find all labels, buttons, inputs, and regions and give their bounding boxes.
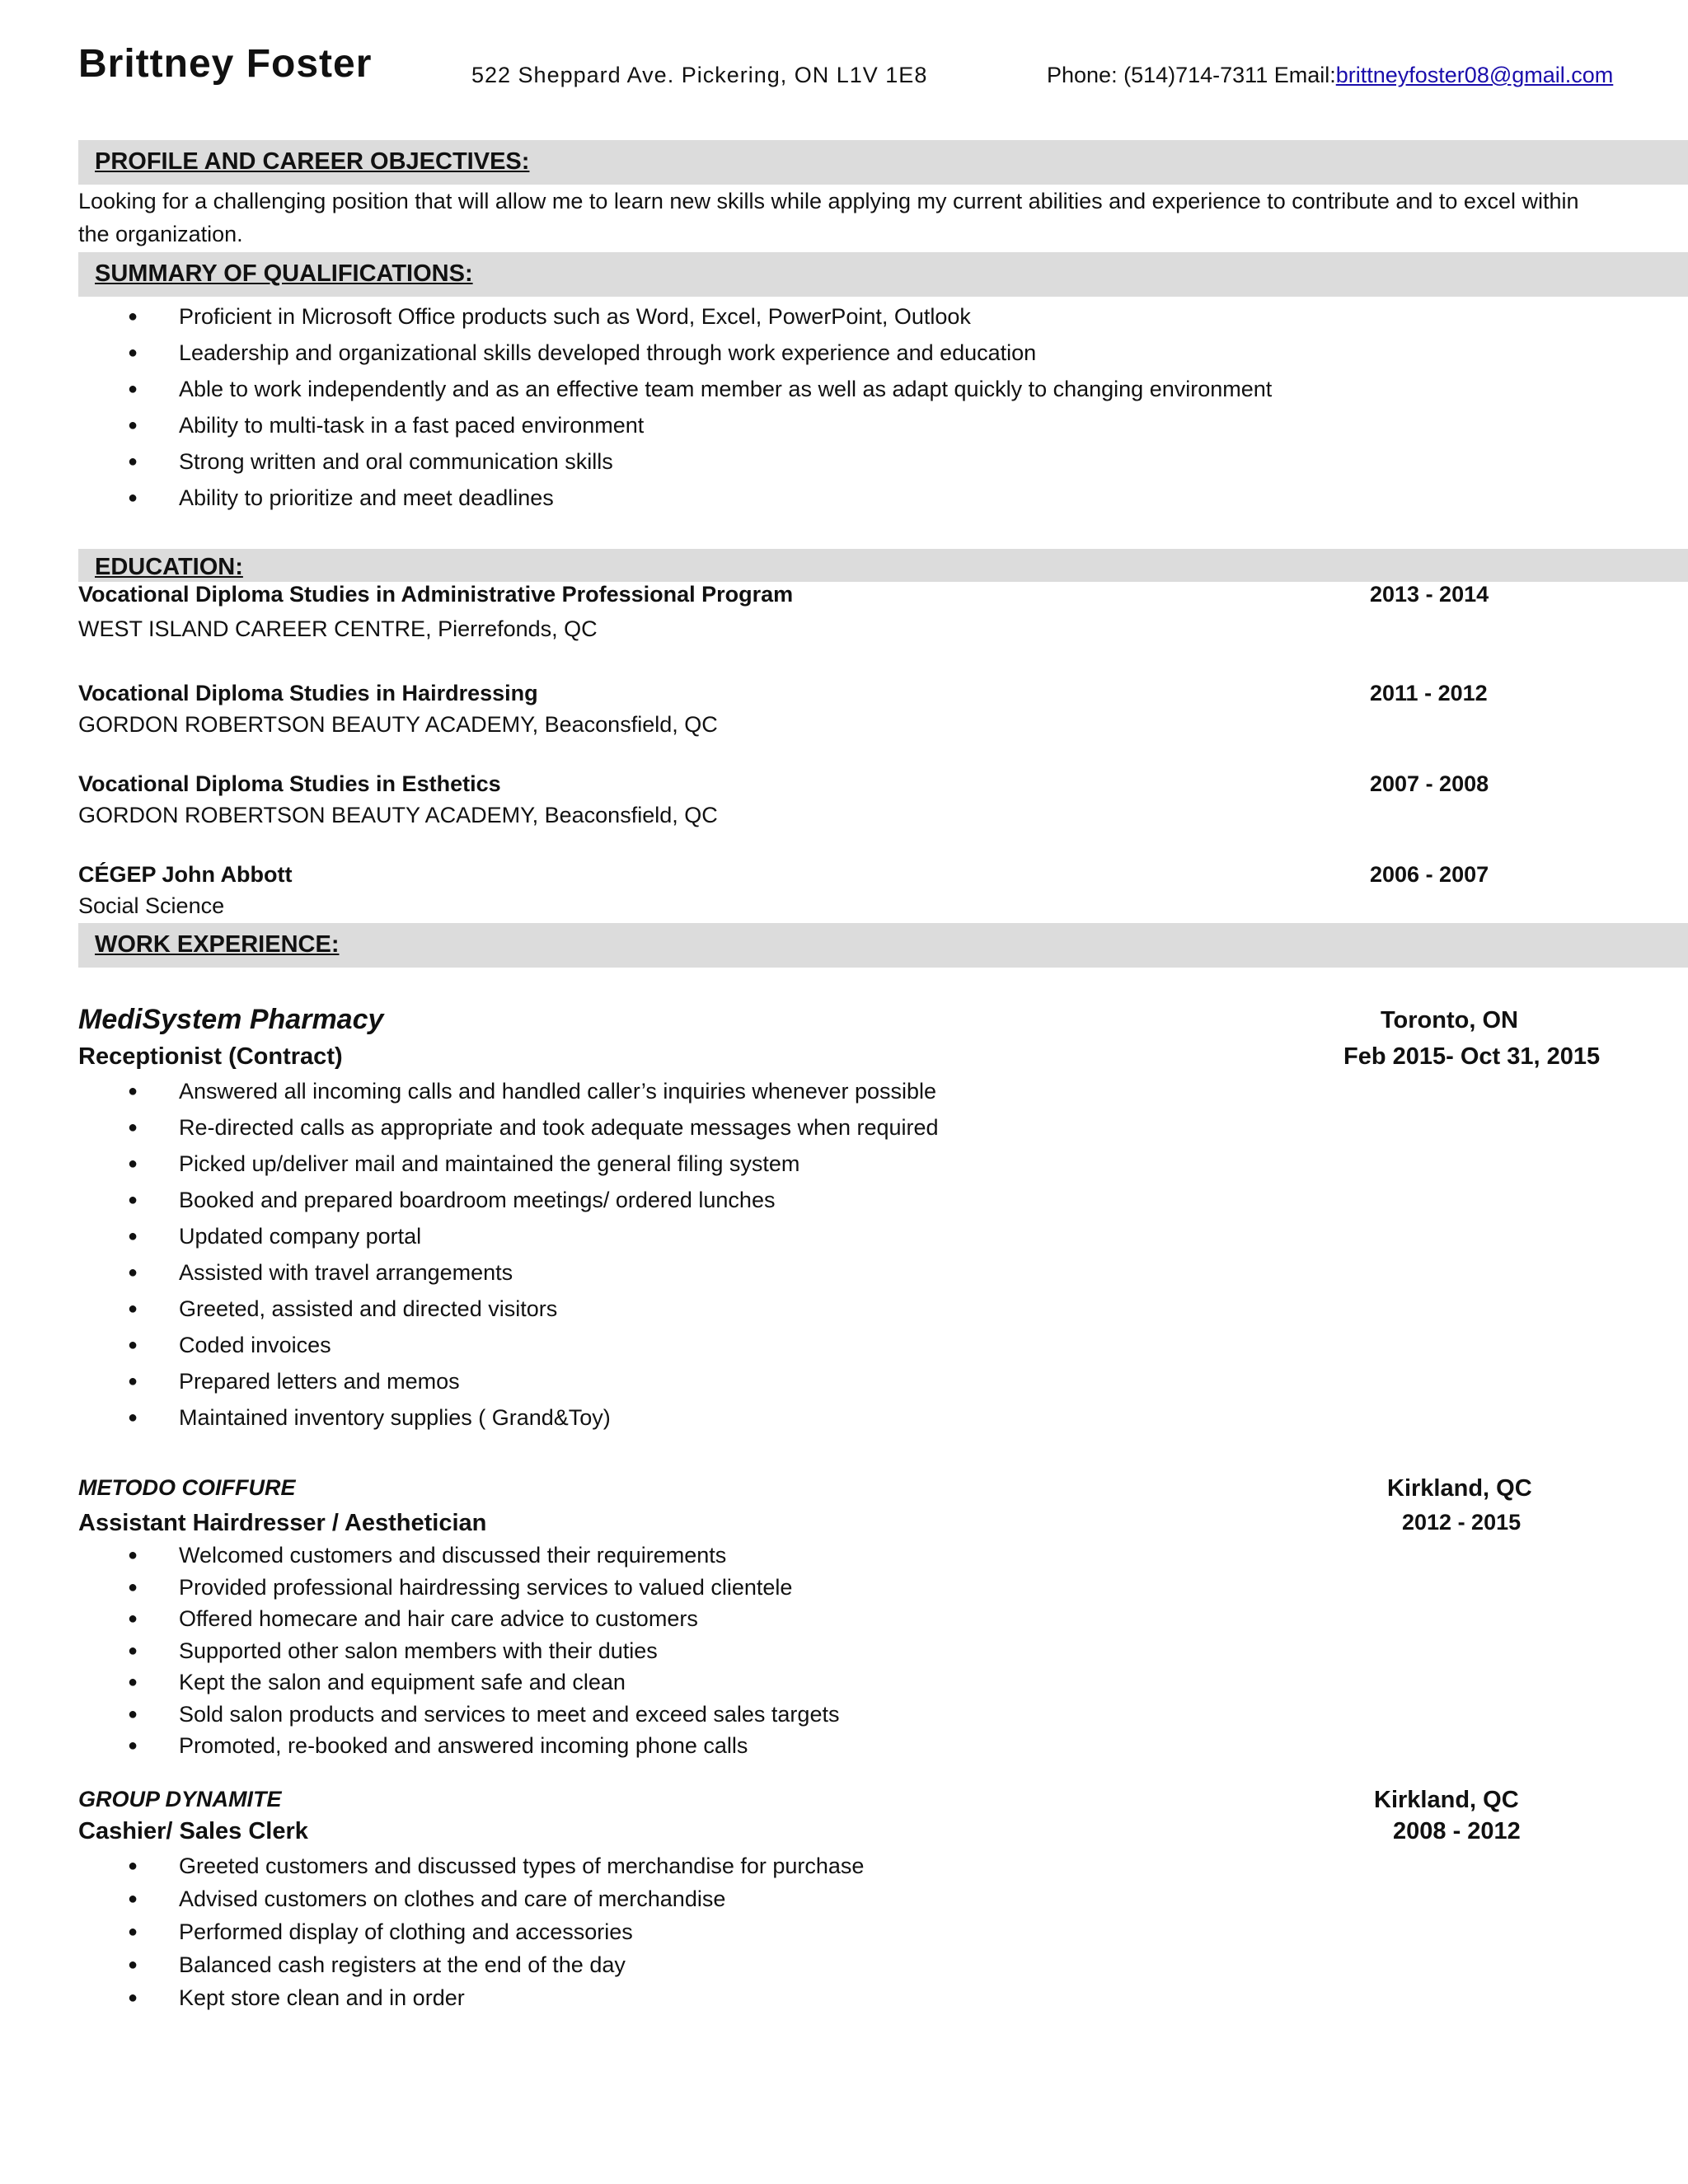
job-location: Kirkland, QC	[1387, 1475, 1532, 1502]
list-item: ● Promoted, re-booked and answered incoming phone calls	[78, 1730, 839, 1762]
education-school-row	[78, 616, 1644, 649]
section-heading-education: EDUCATION:	[95, 554, 243, 580]
list-item: ● Performed display of clothing and accessories	[78, 1915, 864, 1948]
list-item: ● Offered homecare and hair care advice to customers	[78, 1603, 839, 1635]
list-item: ● Kept the salon and equipment safe and clean	[78, 1666, 839, 1699]
education-title: CÉGEP John Abbott	[78, 862, 293, 887]
list-item: ● Coded invoices	[78, 1327, 939, 1363]
education-school: Social Science	[78, 893, 225, 918]
job-title: Receptionist (Contract)	[78, 1043, 343, 1070]
job-duties-list	[78, 1849, 864, 2014]
job-dates: 2012 - 2015	[1402, 1510, 1522, 1535]
education-school: GORDON ROBERTSON BEAUTY ACADEMY, Beaconsfield, QC	[78, 803, 718, 827]
list-item: ● Strong written and oral communication skills	[78, 443, 1272, 480]
education-dates: 2013 - 2014	[1370, 582, 1489, 607]
list-item: ● Welcomed customers and discussed their requirements	[78, 1540, 839, 1572]
list-item: ● Supported other salon members with their duties	[78, 1635, 839, 1667]
job-title-row	[78, 1510, 1644, 1543]
job-dates: Feb 2015- Oct 31, 2015	[1343, 1043, 1601, 1070]
education-dates: 2011 - 2012	[1370, 681, 1488, 705]
job-duties-list	[78, 1540, 839, 1762]
job-title: Cashier/ Sales Clerk	[78, 1818, 308, 1844]
section-work-bar	[78, 923, 1688, 968]
education-entry	[78, 582, 1644, 615]
education-dates: 2007 - 2008	[1370, 771, 1489, 796]
list-item: ● Proficient in Microsoft Office products such as Word, Excel, PowerPoint, Outlook	[78, 298, 1272, 335]
list-item: ● Greeted, assisted and directed visitors	[78, 1291, 939, 1327]
phone-label: Phone: (514)714-7311 Email:	[1047, 63, 1336, 87]
job-title: Assistant Hairdresser / Aesthetician	[78, 1510, 487, 1536]
education-title: Vocational Diploma Studies in Hairdressing	[78, 681, 538, 705]
section-heading-qualifications: SUMMARY OF QUALIFICATIONS:	[95, 260, 473, 287]
section-profile-bar	[78, 140, 1688, 185]
list-item: ● Kept store clean and in order	[78, 1981, 864, 2014]
list-item: ● Leadership and organizational skills developed through work experience and education	[78, 335, 1272, 371]
list-item: ● Ability to prioritize and meet deadlines	[78, 480, 1272, 516]
list-item: ● Greeted customers and discussed types of merchandise for purchase	[78, 1849, 864, 1882]
qualifications-list	[78, 298, 1272, 516]
education-entry	[78, 681, 1644, 714]
job-employer: GROUP DYNAMITE	[78, 1787, 282, 1811]
education-school: GORDON ROBERTSON BEAUTY ACADEMY, Beaconsfield, QC	[78, 712, 718, 737]
list-item: ● Sold salon products and services to meet and exceed sales targets	[78, 1699, 839, 1731]
job-location: Kirkland, QC	[1374, 1787, 1519, 1813]
education-school-row	[78, 803, 1644, 836]
list-item: ● Re-directed calls as appropriate and took adequate messages when required	[78, 1109, 939, 1146]
candidate-address: 522 Sheppard Ave. Pickering, ON L1V 1E8	[471, 63, 928, 87]
education-entry	[78, 771, 1644, 804]
job-header	[78, 1004, 1644, 1043]
job-header	[78, 1787, 1644, 1820]
job-header	[78, 1475, 1644, 1508]
education-dates: 2006 - 2007	[1370, 862, 1489, 887]
candidate-name: Brittney Foster	[78, 42, 373, 86]
profile-text: Looking for a challenging position that will allow me to learn new skills while applying my current abilities and experience to contribute and to excel within the organization.	[78, 189, 1579, 246]
education-title: Vocational Diploma Studies in Esthetics	[78, 771, 501, 796]
list-item: ● Updated company portal	[78, 1218, 939, 1254]
education-title: Vocational Diploma Studies in Administrative Professional Program	[78, 582, 794, 607]
section-education-bar	[78, 549, 1688, 582]
list-item: ● Balanced cash registers at the end of the day	[78, 1948, 864, 1981]
section-heading-profile: PROFILE AND CAREER OBJECTIVES:	[95, 148, 530, 175]
list-item: ● Assisted with travel arrangements	[78, 1254, 939, 1291]
job-title-row	[78, 1043, 1644, 1076]
list-item: ● Answered all incoming calls and handled caller’s inquiries whenever possible	[78, 1073, 939, 1109]
section-qualifications-bar	[78, 252, 1688, 297]
email-link[interactable]: brittneyfoster08@gmail.com	[1335, 63, 1614, 87]
list-item: ● Maintained inventory supplies ( Grand&Toy)	[78, 1399, 939, 1436]
list-item: ● Provided professional hairdressing services to valued clientele	[78, 1572, 839, 1604]
job-duties-list	[78, 1073, 939, 1436]
list-item: ● Booked and prepared boardroom meetings/ ordered lunches	[78, 1182, 939, 1218]
list-item: ● Advised customers on clothes and care of merchandise	[78, 1882, 864, 1915]
list-item: ● Able to work independently and as an effective team member as well as adapt quickly to changing environment	[78, 371, 1272, 407]
list-item: ● Prepared letters and memos	[78, 1363, 939, 1399]
job-employer: MediSystem Pharmacy	[78, 1004, 384, 1035]
job-dates: 2008 - 2012	[1393, 1818, 1521, 1844]
section-heading-work: WORK EXPERIENCE:	[95, 931, 340, 958]
candidate-contact	[1047, 63, 1613, 88]
education-school-row	[78, 712, 1644, 745]
job-employer: METODO COIFFURE	[78, 1475, 296, 1500]
list-item: ● Ability to multi-task in a fast paced environment	[78, 407, 1272, 443]
education-school-row	[78, 893, 1644, 926]
job-title-row	[78, 1818, 1644, 1851]
education-school: WEST ISLAND CAREER CENTRE, Pierrefonds, QC	[78, 616, 598, 641]
education-entry	[78, 862, 1644, 895]
list-item: ● Picked up/deliver mail and maintained the general filing system	[78, 1146, 939, 1182]
job-location: Toronto, ON	[1381, 1007, 1518, 1033]
